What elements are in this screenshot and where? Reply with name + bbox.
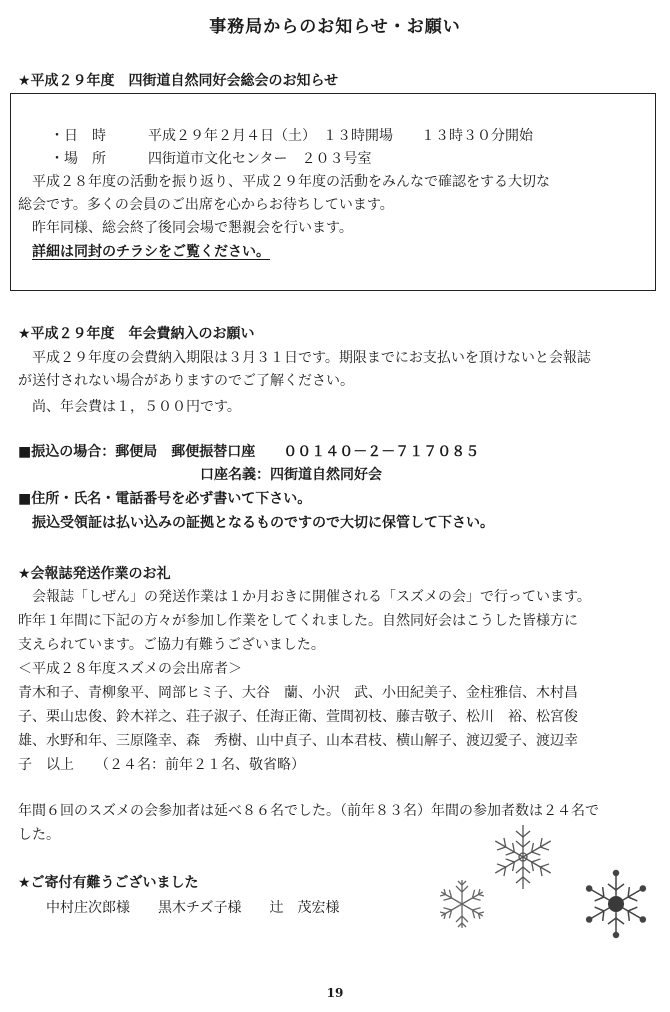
newsletter-body-2: 昨年１年間に下記の方々が参加し作業をしてくれました。自然同好会はこうした皆様方に [18,613,578,629]
meeting-flyer-note: 詳細は同封のチラシをご覧ください。 [32,244,270,260]
attendee-names-4: 子 以上 （２４名：前年２１名、敬省略） [18,757,305,773]
donor-names: 中村庄次郎様 黒木チズ子様 辻 茂宏様 [46,900,340,916]
meeting-date: ・日 時 平成２９年２月４日（土） １３時開場 １３時３０分開始 [50,128,533,144]
account-holder: 口座名義：四街道自然同好会 [200,467,382,483]
snowflake-icon [580,866,652,942]
snowflake-icon [432,872,492,936]
attendee-names-3: 雄、水野和年、三原隆幸、森 秀樹、山中貞子、山本君枝、横山解子、渡辺愛子、渡辺幸 [18,733,578,749]
page-number: 19 [326,986,344,1000]
newsletter-thanks-heading: ★会報誌発送作業のお礼 [18,566,171,582]
snowflake-icon [486,818,560,896]
receipt-notice: 振込受領証は払い込みの証拠となるものですので大切に保管して下さい。 [32,515,494,531]
attendance-summary-2: した。 [18,827,60,843]
general-meeting-box [10,93,656,291]
attendance-summary-1: 年間６回のスズメの会参加者は延べ８６名でした。（前年８３名）年間の参加者数は２４名で [18,803,599,819]
donation-thanks-heading: ★ご寄付有難うございました [18,875,199,891]
fee-body-1: 平成２９年度の会費納入期限は３月３１日です。期限までにお支払いを頂けないと会報誌 [32,350,591,366]
general-meeting-heading: ★平成２９年度 四街道自然同好会総会のお知らせ [18,73,339,89]
annual-fee-heading: ★平成２９年度 年会費納入のお願い [18,326,255,342]
page-title: 事務局からのお知らせ・お願い [209,17,461,37]
fee-body-2: が送付されない場合がありますのでご了解ください。 [18,373,354,389]
address-notice: ■住所・氏名・電話番号を必ず書いて下さい。 [18,491,312,507]
attendee-names-1: 青木和子、青柳象平、岡部ヒミ子、大谷 蘭、小沢 武、小田紀美子、金柱雅信、木村昌 [18,685,578,701]
fee-amount: 尚、年会費は１，５００円です。 [32,399,241,415]
meeting-place: ・場 所 四街道市文化センター ２０３号室 [50,151,372,167]
transfer-account: ■振込の場合：郵便局 郵便振替口座 ００１４０－２－７１７０８５ [18,444,480,460]
newsletter-body-1: 会報誌「しぜん」の発送作業は１か月おきに開催される「スズメの会」で行っています。 [32,589,591,605]
attendee-list-title: ＜平成２８年度スズメの会出席者＞ [18,661,242,677]
meeting-body-3: 昨年同様、総会終了後同会場で懇親会を行います。 [32,220,353,236]
meeting-body-1: 平成２８年度の活動を振り返り、平成２９年度の活動をみんなで確認をする大切な [32,174,550,190]
attendee-names-2: 子、栗山忠俊、鈴木祥之、荘子淑子、任海正衛、萱間初枝、藤吉敬子、松川 裕、松宮俊 [18,709,578,725]
newsletter-body-3: 支えられています。ご協力有難うございました。 [18,637,325,653]
meeting-body-2: 総会です。多くの会員のご出席を心からお待ちしています。 [18,197,394,213]
